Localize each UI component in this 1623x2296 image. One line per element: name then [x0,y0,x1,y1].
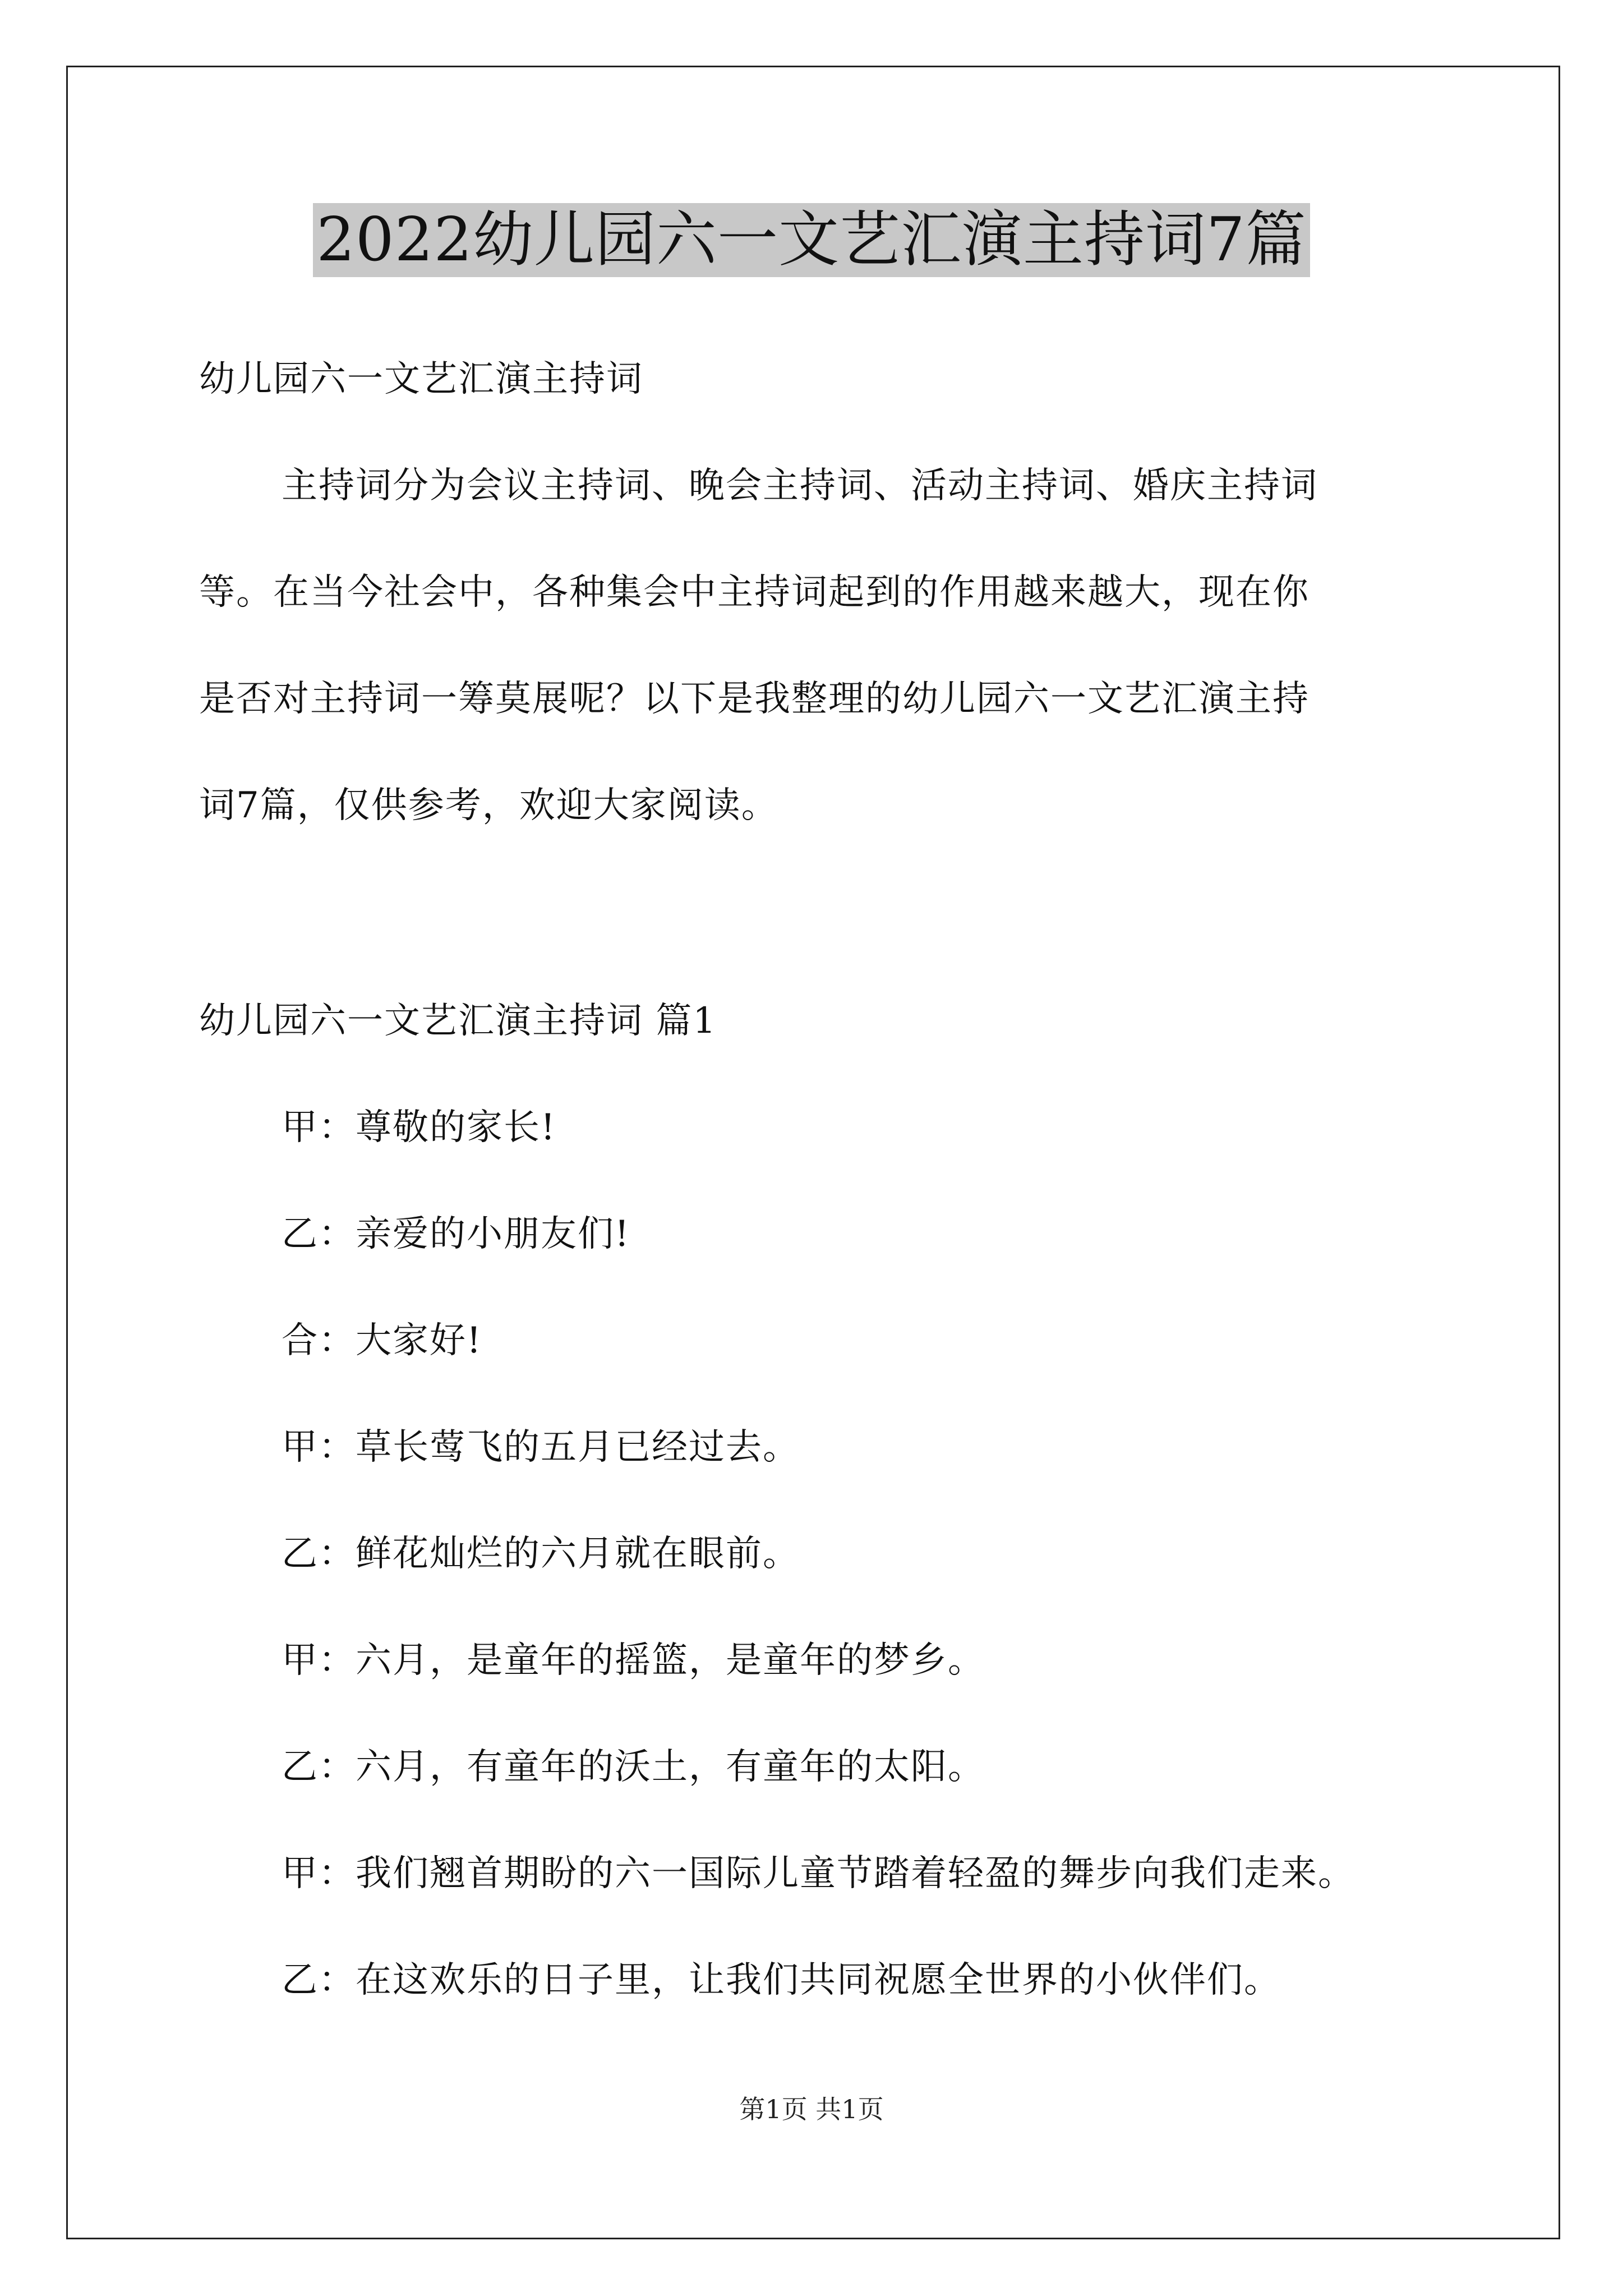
document-title: 2022幼儿园六一文艺汇演主持词7篇 [313,203,1310,277]
page-footer: 第1页 共1页 [739,2094,884,2124]
dialogue-line-4: 甲：草长莺飞的五月已经过去。 [282,1427,800,1468]
intro-line-4: 词7篇，仅供参考，欢迎大家阅读。 [199,785,778,826]
intro-line-3: 是否对主持词一筹莫展呢？以下是我整理的幼儿园六一文艺汇演主持 [199,678,1310,720]
dialogue-line-2: 乙：亲爱的小朋友们! [282,1213,630,1255]
document-subtitle: 幼儿园六一文艺汇演主持词 [199,358,643,400]
dialogue-line-7: 乙：六月，有童年的沃土，有童年的太阳。 [282,1746,985,1788]
dialogue-line-5: 乙：鲜花灿烂的六月就在眼前。 [282,1533,800,1575]
dialogue-line-9: 乙：在这欢乐的日子里，让我们共同祝愿全世界的小伙伴们。 [282,1959,1281,2001]
title-container [0,203,1623,277]
dialogue-line-8: 甲：我们翘首期盼的六一国际儿童节踏着轻盈的舞步向我们走来。 [282,1853,1355,1894]
dialogue-line-3: 合：大家好! [282,1320,482,1361]
intro-line-2: 等。在当今社会中，各种集会中主持词起到的作用越来越大，现在你 [199,572,1310,613]
dialogue-line-6: 甲：六月，是童年的摇篮，是童年的梦乡。 [282,1640,985,1681]
dialogue-line-1: 甲：尊敬的家长! [282,1107,556,1148]
intro-line-1: 主持词分为会议主持词、晚会主持词、活动主持词、婚庆主持词 [282,465,1318,507]
section-heading: 幼儿园六一文艺汇演主持词 篇1 [199,1000,717,1042]
